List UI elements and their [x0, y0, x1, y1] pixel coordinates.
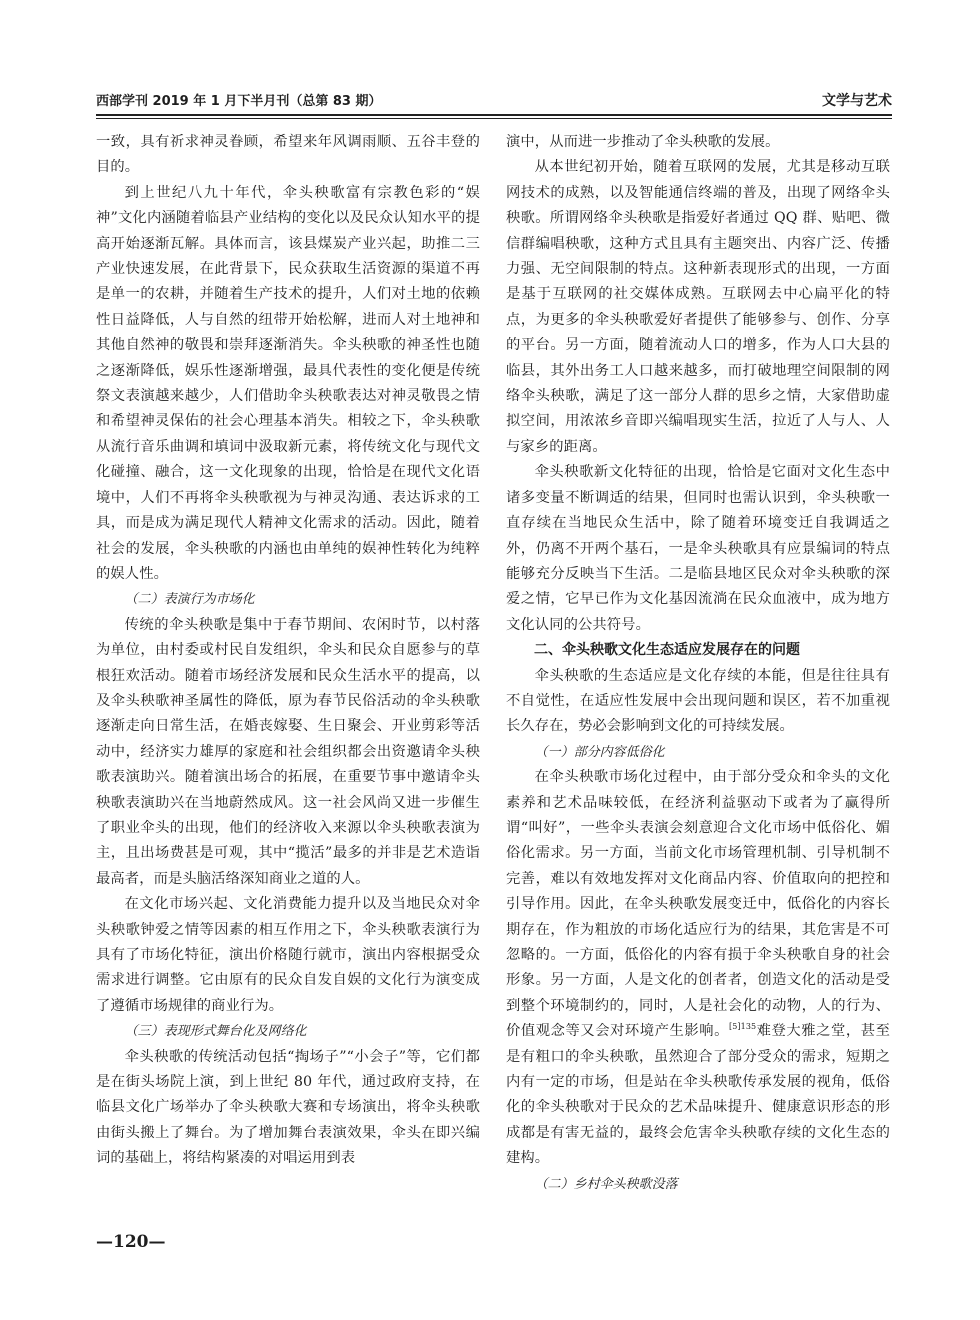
subsection-heading: （一）部分内容低俗化 [534, 744, 665, 760]
header-rule [96, 114, 892, 116]
right-column [506, 130, 890, 1220]
paragraph: 到上世纪八九十年代，伞头秧歌富有宗教色彩的“娱神”文化内涵随着临县产业结构的变化以及民众认知水平的提高开始逐渐瓦解。具体而言，该县煤炭产业兴起，助推二三产业快速发展，在此背景下，民众获取生活资源的渠道不再是单一的农耕，并随着生产技术的提升，人们对土地的依赖性日益降低，人与自然的纽带开始松解，进而人对土地神和其他自然神的敬畏和崇拜逐渐消失。伞头秧歌的神圣性也随之逐渐降低，娱乐性逐渐增强，最具代表性的变化便是传统祭文表演越来越少，人们借助伞头秧歌表达对神灵敬畏之情和希望神灵保佑的社会心理基本消失。相较之下，伞头秧歌从流行音乐曲调和填词中汲取新元素，将传统文化与现代文化碰撞、融合，这一文化现象的出现，恰恰是在现代文化语境中，人们不再将伞头秧歌视为与神灵沟通、表达诉求的工具，而是成为满足现代人精神文化需求的活动。因此，随着社会的发展，伞头秧歌的内涵也由单纯的娱神性转化为纯粹的娱人性。 [96, 184, 480, 582]
paragraph: 伞头秧歌新文化特征的出现，恰恰是它面对文化生态中诸多变量不断调适的结果，但同时也需认识到，伞头秧歌一直存续在当地民众生活中，除了随着环境变迁自我调适之外，仍离不开两个基石，一是伞头秧歌具有应景编词的特点能够充分反映当下生活。二是临县地区民众对伞头秧歌的深爱之情，它早已作为文化基因流淌在民众血液中，成为地方文化认同的公共符号。 [506, 464, 890, 633]
journal-title: 西部学刊 2019 年 1 月下半月刊（总第 83 期） [96, 94, 382, 109]
subsection-heading: （二）表演行为市场化 [124, 592, 255, 608]
paragraph: 演中，从而进一步推动了伞头秧歌的发展。 [506, 134, 780, 150]
subsection-heading: （三）表现形式舞台化及网络化 [124, 1024, 307, 1040]
paragraph: 传统的伞头秧歌是集中于春节期间、农闲时节，以村落为单位，由村委或村民自发组织，伞头和民众自愿参与的草根狂欢活动。随着市场经济发展和民众生活水平的提高，以及伞头秧歌神圣属性的降低，原为春节民俗活动的伞头秧歌逐渐走向日常生活，在婚丧嫁娶、生日聚会、开业剪彩等活动中，经济实力雄厚的家庭和社会组织都会出资邀请伞头秧歌表演助兴。随着演出场合的拓展，在重要节事中邀请伞头秧歌表演助兴在当地蔚然成风。这一社会风尚又进一步催生了职业伞头的出现，他们的经济收入来源以伞头秧歌表演为主，且出场费甚是可观，其中“揽活”最多的并非是艺术造诣最高者，而是头脑活络深知商业之道的人。 [96, 616, 480, 887]
section-heading: 二、伞头秧歌文化生态适应发展存在的问题 [534, 642, 800, 659]
paragraph-text: 难登大雅之堂，甚至是有粗口的伞头秧歌，虽然迎合了部分受众的需求，短期之内有一定的市场，但是站在伞头秧歌传承发展的视角，低俗化的伞头秧歌对于民众的艺术品味提升、健康意识形态的形成都是有害无益的，最终会危害伞头秧歌存续的文化生态的建构。 [506, 1023, 890, 1167]
citation-ref: [5]135 [729, 1022, 757, 1032]
section-title: 文学与艺术 [822, 93, 892, 109]
paragraph: 伞头秧歌的生态适应是文化存续的本能，但是往往具有不自觉性，在适应性发展中会出现问题和误区，若不加重视长久存在，势必会影响到文化的可持续发展。 [506, 667, 890, 735]
paragraph: 伞头秧歌的传统活动包括“掏场子”“小会子”等，它们都是在街头场院上演，到上世纪 80 年代，通过政府支持，在临县文化广场举办了伞头秧歌大赛和专场演出，将伞头秧歌由街头搬上了舞台。为了增加舞台表演效果，伞头在即兴编词的基础上，将结构紧凑的对唱运用到表 [96, 1048, 480, 1167]
paragraph: 从本世纪初开始，随着互联网的发展，尤其是移动互联网技术的成熟，以及智能通信终端的普及，出现了网络伞头秧歌。所谓网络伞头秧歌是指爱好者通过 QQ 群、贴吧、微信群编唱秧歌，这种方式且具有主题突出、内容广泛、传播力强、无空间限制的特点。这种新表现形式的出现，一方面是基于互联网的社交媒体成熟。互联网去中心扁平化的特点，为更多的伞头秧歌爱好者提供了能够参与、创作、分享的平台。另一方面，随着流动人口的增多，作为人口大县的临县，其外出务工人口越来越多，而打破地理空间限制的网络伞头秧歌，满足了这一部分人群的思乡之情，大家借助虚拟空间，用浓浓乡音即兴编唱现实生活，拉近了人与人、人与家乡的距离。 [506, 159, 890, 455]
paragraph-text: 在伞头秧歌市场化过程中，由于部分受众和伞头的文化素养和艺术品味较低，在经济利益驱动下或者为了赢得所谓“叫好”，一些伞头表演会刻意迎合文化市场中低俗化、媚俗化需求。另一方面，当前文化市场管理机制、引导机制不完善，难以有效地发挥对文化商品内容、价值取向的把控和引导作用。因此，在伞头秧歌发展变迁中，低俗化的内容长期存在，作为粗放的市场化适应行为的结果，其危害是不可忽略的。一方面，低俗化的内容有损于伞头秧歌自身的社会形象。另一方面，人是文化的创者者，创造文化的活动是受到整个环境制约的，同时，人是社会化的动物，人的行为、价值观念等又会对环境产生影响。 [506, 769, 890, 1040]
paragraph: 在文化市场兴起、文化消费能力提升以及当地民众对伞头秧歌钟爱之情等因素的相互作用之下，伞头秧歌表演行为具有了市场化特征，演出价格随行就市，演出内容根据受众需求进行调整。它由原有的民众自发自娱的文化行为演变成了遵循市场规律的商业行为。 [96, 896, 480, 1014]
paragraph [506, 765, 890, 1172]
running-header [96, 88, 892, 114]
header-rule-thin [96, 118, 892, 119]
page-number: —120— [96, 1232, 166, 1252]
paragraph: 一致，具有祈求神灵眷顾，希望来年风调雨顺、五谷丰登的目的。 [96, 134, 480, 176]
left-column [96, 130, 480, 1220]
subsection-heading: （二）乡村伞头秧歌没落 [534, 1176, 678, 1192]
